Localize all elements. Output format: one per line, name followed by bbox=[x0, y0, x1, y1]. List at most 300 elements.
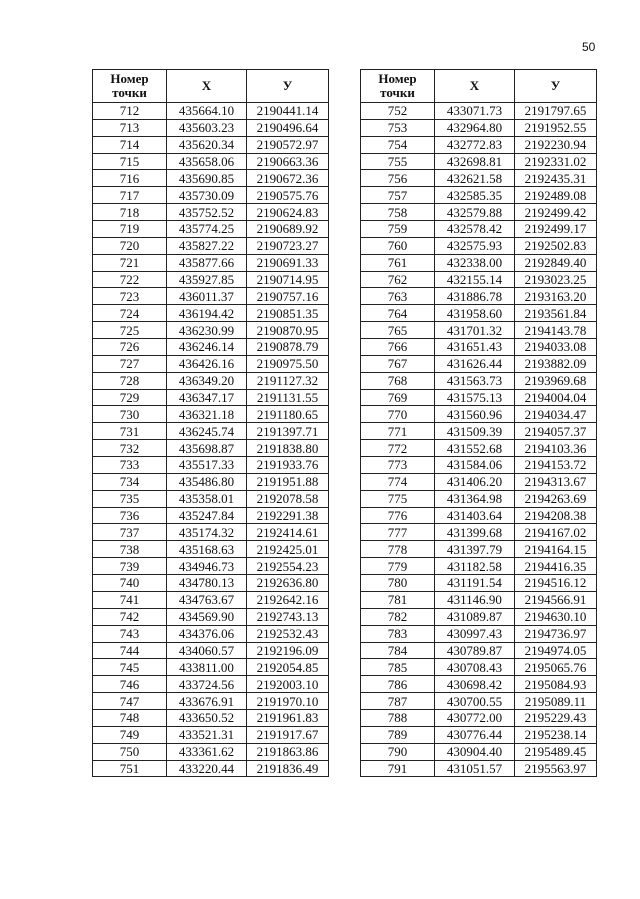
cell-y: 2194153.72 bbox=[515, 457, 597, 474]
cell-y: 2193882.09 bbox=[515, 355, 597, 372]
table-row bbox=[93, 473, 329, 490]
table-row bbox=[361, 103, 597, 120]
cell-point-number: 768 bbox=[361, 372, 435, 389]
cell-point-number: 770 bbox=[361, 406, 435, 423]
table-row bbox=[93, 355, 329, 372]
table-row bbox=[93, 339, 329, 356]
cell-y: 2195563.97 bbox=[515, 760, 597, 777]
cell-point-number: 744 bbox=[93, 642, 167, 659]
cell-point-number: 712 bbox=[93, 103, 167, 120]
table-row bbox=[361, 743, 597, 760]
cell-y: 2190441.14 bbox=[247, 103, 329, 120]
cell-y: 2191917.67 bbox=[247, 726, 329, 743]
cell-x: 432772.83 bbox=[435, 136, 515, 153]
cell-y: 2195489.45 bbox=[515, 743, 597, 760]
cell-point-number: 741 bbox=[93, 591, 167, 608]
cell-point-number: 754 bbox=[361, 136, 435, 153]
table-row bbox=[361, 676, 597, 693]
cell-y: 2192849.40 bbox=[515, 254, 597, 271]
cell-point-number: 757 bbox=[361, 187, 435, 204]
cell-x: 430700.55 bbox=[435, 693, 515, 710]
table-row bbox=[361, 726, 597, 743]
table-row bbox=[93, 204, 329, 221]
table-row bbox=[361, 709, 597, 726]
cell-point-number: 787 bbox=[361, 693, 435, 710]
table-row bbox=[93, 693, 329, 710]
cell-x: 432698.81 bbox=[435, 153, 515, 170]
table-row bbox=[93, 709, 329, 726]
cell-point-number: 780 bbox=[361, 575, 435, 592]
cell-y: 2190870.95 bbox=[247, 322, 329, 339]
table-row bbox=[361, 642, 597, 659]
table-row bbox=[93, 119, 329, 136]
header-point-number: Номер точки bbox=[93, 70, 167, 103]
cell-y: 2195084.93 bbox=[515, 676, 597, 693]
cell-y: 2191836.49 bbox=[247, 760, 329, 777]
cell-point-number: 789 bbox=[361, 726, 435, 743]
table-row bbox=[361, 608, 597, 625]
table-row bbox=[93, 558, 329, 575]
cell-point-number: 782 bbox=[361, 608, 435, 625]
cell-y: 2194103.36 bbox=[515, 440, 597, 457]
cell-point-number: 769 bbox=[361, 389, 435, 406]
cell-y: 2192054.85 bbox=[247, 659, 329, 676]
cell-x: 436349.20 bbox=[167, 372, 247, 389]
cell-point-number: 783 bbox=[361, 625, 435, 642]
cell-x: 435517.33 bbox=[167, 457, 247, 474]
cell-x: 433811.00 bbox=[167, 659, 247, 676]
cell-point-number: 722 bbox=[93, 271, 167, 288]
cell-point-number: 784 bbox=[361, 642, 435, 659]
cell-x: 433676.91 bbox=[167, 693, 247, 710]
cell-x: 435620.34 bbox=[167, 136, 247, 153]
table-row bbox=[93, 406, 329, 423]
cell-point-number: 764 bbox=[361, 305, 435, 322]
cell-x: 435174.32 bbox=[167, 524, 247, 541]
cell-y: 2193561.84 bbox=[515, 305, 597, 322]
cell-x: 432579.88 bbox=[435, 204, 515, 221]
cell-x: 431958.60 bbox=[435, 305, 515, 322]
cell-x: 431626.44 bbox=[435, 355, 515, 372]
table-row bbox=[361, 591, 597, 608]
cell-y: 2192003.10 bbox=[247, 676, 329, 693]
table-row bbox=[93, 676, 329, 693]
cell-point-number: 788 bbox=[361, 709, 435, 726]
cell-y: 2190975.50 bbox=[247, 355, 329, 372]
cell-y: 2190572.97 bbox=[247, 136, 329, 153]
cell-point-number: 775 bbox=[361, 490, 435, 507]
table-row bbox=[361, 507, 597, 524]
table-row bbox=[361, 221, 597, 238]
cell-y: 2194630.10 bbox=[515, 608, 597, 625]
cell-x: 432964.80 bbox=[435, 119, 515, 136]
table-row bbox=[361, 339, 597, 356]
cell-y: 2191933.76 bbox=[247, 457, 329, 474]
table-row bbox=[93, 726, 329, 743]
cell-x: 430997.43 bbox=[435, 625, 515, 642]
table-row bbox=[361, 541, 597, 558]
table-row bbox=[361, 119, 597, 136]
table-row bbox=[93, 271, 329, 288]
table-row bbox=[361, 322, 597, 339]
cell-x: 431182.58 bbox=[435, 558, 515, 575]
table-row bbox=[93, 608, 329, 625]
cell-x: 433650.52 bbox=[167, 709, 247, 726]
cell-y: 2194736.97 bbox=[515, 625, 597, 642]
table-row bbox=[361, 659, 597, 676]
cell-y: 2192489.08 bbox=[515, 187, 597, 204]
cell-y: 2192532.43 bbox=[247, 625, 329, 642]
cell-x: 431701.32 bbox=[435, 322, 515, 339]
cell-x: 431406.20 bbox=[435, 473, 515, 490]
cell-point-number: 713 bbox=[93, 119, 167, 136]
cell-y: 2192499.17 bbox=[515, 221, 597, 238]
cell-x: 431552.68 bbox=[435, 440, 515, 457]
cell-y: 2191952.55 bbox=[515, 119, 597, 136]
cell-y: 2192078.58 bbox=[247, 490, 329, 507]
cell-y: 2191863.86 bbox=[247, 743, 329, 760]
cell-y: 2192331.02 bbox=[515, 153, 597, 170]
cell-x: 434946.73 bbox=[167, 558, 247, 575]
table-row bbox=[361, 372, 597, 389]
cell-point-number: 786 bbox=[361, 676, 435, 693]
table-row bbox=[361, 305, 597, 322]
cell-y: 2194143.78 bbox=[515, 322, 597, 339]
table-row bbox=[93, 524, 329, 541]
cell-point-number: 748 bbox=[93, 709, 167, 726]
table-row bbox=[93, 625, 329, 642]
cell-point-number: 758 bbox=[361, 204, 435, 221]
table-row bbox=[93, 305, 329, 322]
cell-y: 2190691.33 bbox=[247, 254, 329, 271]
cell-y: 2192743.13 bbox=[247, 608, 329, 625]
table-row bbox=[361, 693, 597, 710]
cell-y: 2190757.16 bbox=[247, 288, 329, 305]
cell-point-number: 766 bbox=[361, 339, 435, 356]
table-row bbox=[93, 760, 329, 777]
cell-x: 432621.58 bbox=[435, 170, 515, 187]
table-row bbox=[361, 406, 597, 423]
cell-y: 2191838.80 bbox=[247, 440, 329, 457]
coordinates-table-right bbox=[360, 69, 597, 777]
cell-point-number: 772 bbox=[361, 440, 435, 457]
cell-x: 431651.43 bbox=[435, 339, 515, 356]
cell-point-number: 747 bbox=[93, 693, 167, 710]
table-row bbox=[93, 237, 329, 254]
cell-y: 2192291.38 bbox=[247, 507, 329, 524]
cell-x: 432155.14 bbox=[435, 271, 515, 288]
cell-point-number: 765 bbox=[361, 322, 435, 339]
cell-point-number: 732 bbox=[93, 440, 167, 457]
table-row bbox=[361, 288, 597, 305]
cell-y: 2191131.55 bbox=[247, 389, 329, 406]
cell-point-number: 733 bbox=[93, 457, 167, 474]
table-row bbox=[93, 642, 329, 659]
cell-x: 430698.42 bbox=[435, 676, 515, 693]
cell-x: 431560.96 bbox=[435, 406, 515, 423]
cell-x: 435752.52 bbox=[167, 204, 247, 221]
cell-y: 2190878.79 bbox=[247, 339, 329, 356]
cell-x: 430904.40 bbox=[435, 743, 515, 760]
cell-x: 436245.74 bbox=[167, 423, 247, 440]
table-row bbox=[361, 170, 597, 187]
cell-point-number: 763 bbox=[361, 288, 435, 305]
table-row bbox=[93, 541, 329, 558]
cell-x: 434763.67 bbox=[167, 591, 247, 608]
cell-y: 2194057.37 bbox=[515, 423, 597, 440]
header-x: X bbox=[167, 70, 247, 103]
cell-y: 2190624.83 bbox=[247, 204, 329, 221]
table-row bbox=[361, 271, 597, 288]
cell-y: 2191180.65 bbox=[247, 406, 329, 423]
table-row bbox=[93, 659, 329, 676]
table-row bbox=[361, 254, 597, 271]
cell-x: 431051.57 bbox=[435, 760, 515, 777]
cell-x: 431397.79 bbox=[435, 541, 515, 558]
cell-point-number: 774 bbox=[361, 473, 435, 490]
table-row bbox=[93, 440, 329, 457]
cell-y: 2194974.05 bbox=[515, 642, 597, 659]
cell-y: 2191127.32 bbox=[247, 372, 329, 389]
table-row bbox=[361, 558, 597, 575]
cell-point-number: 749 bbox=[93, 726, 167, 743]
cell-y: 2191961.83 bbox=[247, 709, 329, 726]
cell-point-number: 714 bbox=[93, 136, 167, 153]
cell-x: 430789.87 bbox=[435, 642, 515, 659]
cell-x: 436011.37 bbox=[167, 288, 247, 305]
cell-point-number: 778 bbox=[361, 541, 435, 558]
cell-point-number: 719 bbox=[93, 221, 167, 238]
cell-y: 2192230.94 bbox=[515, 136, 597, 153]
cell-point-number: 726 bbox=[93, 339, 167, 356]
cell-x: 434780.13 bbox=[167, 575, 247, 592]
coordinates-table-left bbox=[92, 69, 329, 777]
cell-point-number: 781 bbox=[361, 591, 435, 608]
cell-y: 2192636.80 bbox=[247, 575, 329, 592]
cell-x: 431191.54 bbox=[435, 575, 515, 592]
header-x: X bbox=[435, 70, 515, 103]
table-row bbox=[93, 288, 329, 305]
cell-point-number: 715 bbox=[93, 153, 167, 170]
cell-point-number: 724 bbox=[93, 305, 167, 322]
cell-y: 2190689.92 bbox=[247, 221, 329, 238]
cell-point-number: 737 bbox=[93, 524, 167, 541]
cell-x: 430772.00 bbox=[435, 709, 515, 726]
table-header-row bbox=[361, 70, 597, 103]
cell-x: 433521.31 bbox=[167, 726, 247, 743]
cell-y: 2193163.20 bbox=[515, 288, 597, 305]
cell-x: 435774.25 bbox=[167, 221, 247, 238]
table-row bbox=[93, 153, 329, 170]
cell-y: 2194263.69 bbox=[515, 490, 597, 507]
cell-point-number: 752 bbox=[361, 103, 435, 120]
cell-point-number: 773 bbox=[361, 457, 435, 474]
table-row bbox=[93, 591, 329, 608]
cell-point-number: 759 bbox=[361, 221, 435, 238]
cell-x: 430708.43 bbox=[435, 659, 515, 676]
cell-y: 2190714.95 bbox=[247, 271, 329, 288]
cell-point-number: 762 bbox=[361, 271, 435, 288]
cell-y: 2194167.02 bbox=[515, 524, 597, 541]
cell-point-number: 735 bbox=[93, 490, 167, 507]
table-row bbox=[361, 760, 597, 777]
cell-y: 2190672.36 bbox=[247, 170, 329, 187]
cell-point-number: 785 bbox=[361, 659, 435, 676]
table-row bbox=[361, 625, 597, 642]
cell-x: 435730.09 bbox=[167, 187, 247, 204]
cell-y: 2195238.14 bbox=[515, 726, 597, 743]
table-row bbox=[361, 457, 597, 474]
cell-point-number: 779 bbox=[361, 558, 435, 575]
cell-point-number: 739 bbox=[93, 558, 167, 575]
cell-x: 431403.64 bbox=[435, 507, 515, 524]
table-row bbox=[361, 524, 597, 541]
cell-point-number: 740 bbox=[93, 575, 167, 592]
cell-point-number: 720 bbox=[93, 237, 167, 254]
cell-point-number: 771 bbox=[361, 423, 435, 440]
table-header-row bbox=[93, 70, 329, 103]
cell-x: 436321.18 bbox=[167, 406, 247, 423]
cell-point-number: 790 bbox=[361, 743, 435, 760]
cell-x: 432578.42 bbox=[435, 221, 515, 238]
table-row bbox=[93, 490, 329, 507]
cell-y: 2194164.15 bbox=[515, 541, 597, 558]
cell-x: 436246.14 bbox=[167, 339, 247, 356]
cell-y: 2192554.23 bbox=[247, 558, 329, 575]
cell-y: 2190851.35 bbox=[247, 305, 329, 322]
cell-x: 432585.35 bbox=[435, 187, 515, 204]
cell-y: 2194566.91 bbox=[515, 591, 597, 608]
cell-x: 430776.44 bbox=[435, 726, 515, 743]
cell-x: 431146.90 bbox=[435, 591, 515, 608]
cell-y: 2194416.35 bbox=[515, 558, 597, 575]
cell-point-number: 723 bbox=[93, 288, 167, 305]
cell-point-number: 727 bbox=[93, 355, 167, 372]
cell-point-number: 755 bbox=[361, 153, 435, 170]
table-row bbox=[361, 473, 597, 490]
table-row bbox=[361, 136, 597, 153]
cell-y: 2191397.71 bbox=[247, 423, 329, 440]
header-y: У bbox=[515, 70, 597, 103]
cell-y: 2194313.67 bbox=[515, 473, 597, 490]
cell-y: 2192499.42 bbox=[515, 204, 597, 221]
cell-point-number: 734 bbox=[93, 473, 167, 490]
cell-point-number: 767 bbox=[361, 355, 435, 372]
table-row bbox=[93, 322, 329, 339]
cell-point-number: 776 bbox=[361, 507, 435, 524]
cell-x: 436426.16 bbox=[167, 355, 247, 372]
cell-point-number: 716 bbox=[93, 170, 167, 187]
cell-x: 434569.90 bbox=[167, 608, 247, 625]
table-row bbox=[361, 575, 597, 592]
table-row bbox=[93, 170, 329, 187]
cell-x: 435658.06 bbox=[167, 153, 247, 170]
cell-y: 2190723.27 bbox=[247, 237, 329, 254]
cell-point-number: 753 bbox=[361, 119, 435, 136]
table-row bbox=[361, 187, 597, 204]
cell-x: 435698.87 bbox=[167, 440, 247, 457]
cell-point-number: 750 bbox=[93, 743, 167, 760]
cell-x: 434060.57 bbox=[167, 642, 247, 659]
cell-y: 2195065.76 bbox=[515, 659, 597, 676]
table-row bbox=[361, 237, 597, 254]
cell-point-number: 738 bbox=[93, 541, 167, 558]
cell-x: 432575.93 bbox=[435, 237, 515, 254]
table-row bbox=[361, 204, 597, 221]
table-row bbox=[93, 254, 329, 271]
cell-x: 436230.99 bbox=[167, 322, 247, 339]
cell-point-number: 729 bbox=[93, 389, 167, 406]
cell-x: 435927.85 bbox=[167, 271, 247, 288]
table-row bbox=[93, 372, 329, 389]
cell-point-number: 717 bbox=[93, 187, 167, 204]
cell-y: 2194034.47 bbox=[515, 406, 597, 423]
cell-point-number: 728 bbox=[93, 372, 167, 389]
cell-y: 2190663.36 bbox=[247, 153, 329, 170]
table-row bbox=[93, 743, 329, 760]
cell-y: 2190575.76 bbox=[247, 187, 329, 204]
cell-y: 2192435.31 bbox=[515, 170, 597, 187]
cell-x: 434376.06 bbox=[167, 625, 247, 642]
cell-x: 435168.63 bbox=[167, 541, 247, 558]
cell-y: 2195229.43 bbox=[515, 709, 597, 726]
header-y: У bbox=[247, 70, 329, 103]
cell-point-number: 746 bbox=[93, 676, 167, 693]
table-row bbox=[361, 440, 597, 457]
cell-point-number: 731 bbox=[93, 423, 167, 440]
page-number: 50 bbox=[582, 40, 596, 54]
cell-x: 431364.98 bbox=[435, 490, 515, 507]
table-row bbox=[93, 103, 329, 120]
cell-x: 431886.78 bbox=[435, 288, 515, 305]
table-row bbox=[93, 423, 329, 440]
cell-x: 433361.62 bbox=[167, 743, 247, 760]
table-row bbox=[93, 389, 329, 406]
cell-y: 2192642.16 bbox=[247, 591, 329, 608]
cell-x: 435877.66 bbox=[167, 254, 247, 271]
cell-y: 2191951.88 bbox=[247, 473, 329, 490]
cell-x: 431575.13 bbox=[435, 389, 515, 406]
table-row bbox=[361, 423, 597, 440]
cell-y: 2194208.38 bbox=[515, 507, 597, 524]
cell-y: 2191970.10 bbox=[247, 693, 329, 710]
cell-x: 433220.44 bbox=[167, 760, 247, 777]
cell-x: 435247.84 bbox=[167, 507, 247, 524]
cell-point-number: 742 bbox=[93, 608, 167, 625]
cell-point-number: 777 bbox=[361, 524, 435, 541]
cell-point-number: 721 bbox=[93, 254, 167, 271]
cell-y: 2193023.25 bbox=[515, 271, 597, 288]
cell-y: 2192502.83 bbox=[515, 237, 597, 254]
table-row bbox=[361, 490, 597, 507]
cell-point-number: 725 bbox=[93, 322, 167, 339]
cell-y: 2192196.09 bbox=[247, 642, 329, 659]
cell-point-number: 791 bbox=[361, 760, 435, 777]
table-row bbox=[361, 389, 597, 406]
cell-y: 2190496.64 bbox=[247, 119, 329, 136]
table-row bbox=[93, 507, 329, 524]
cell-point-number: 730 bbox=[93, 406, 167, 423]
cell-y: 2195089.11 bbox=[515, 693, 597, 710]
cell-y: 2192425.01 bbox=[247, 541, 329, 558]
cell-x: 431563.73 bbox=[435, 372, 515, 389]
cell-x: 435358.01 bbox=[167, 490, 247, 507]
table-row bbox=[93, 221, 329, 238]
cell-x: 431509.39 bbox=[435, 423, 515, 440]
cell-x: 435664.10 bbox=[167, 103, 247, 120]
cell-x: 436347.17 bbox=[167, 389, 247, 406]
cell-x: 432338.00 bbox=[435, 254, 515, 271]
